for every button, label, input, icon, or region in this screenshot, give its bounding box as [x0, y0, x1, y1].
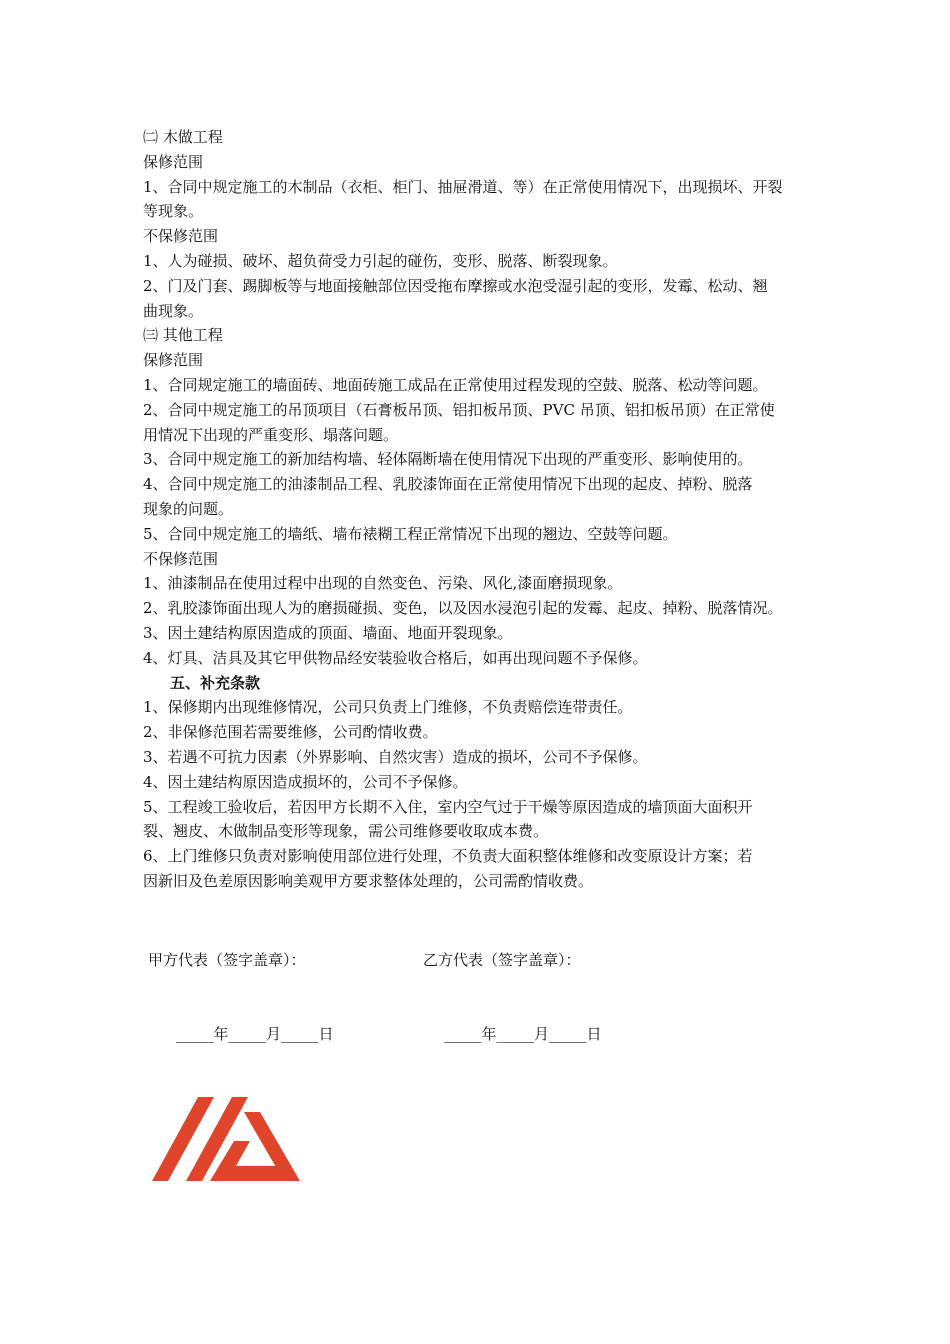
- party-a-date: _____年_____月_____日: [176, 1025, 334, 1043]
- wood-noscope-item: 2、门及门套、踢脚板等与地面接触部位因受拖布摩擦或水泡受湿引起的变形，发霉、松动、翘: [143, 276, 768, 295]
- other-noscope-item: 3、因土建结构原因造成的顶面、墙面、地面开裂现象。: [143, 623, 513, 642]
- other-noscope-item: 1、油漆制品在使用过程中出现的自然变色、污染、风化,漆面磨损现象。: [143, 574, 623, 593]
- supplement-item: 5、工程竣工验收后，若因甲方长期不入住，室内空气过于干燥等原因造成的墙顶面大面积开: [143, 797, 753, 816]
- other-scope-item: 4、合同中规定施工的油漆制品工程、乳胶漆饰面在正常使用情况下出现的起皮、掉粉、脱落: [143, 475, 753, 494]
- section-title-supplement: 五、补充条款: [170, 673, 261, 692]
- wood-noscope-item-cont: 曲现象。: [143, 301, 204, 320]
- wood-scope-label: 保修范围: [143, 152, 204, 171]
- other-scope-item-cont: 用情况下出现的严重变形、塌落问题。: [143, 425, 399, 444]
- other-scope-item: 1、合同规定施工的墙面砖、地面砖施工成品在正常使用过程发现的空鼓、脱落、松动等问题。: [143, 375, 768, 394]
- section-title-wood: ㈡ 木做工程: [143, 128, 223, 146]
- party-a-signature-label: 甲方代表（签字盖章）：: [148, 951, 306, 969]
- wood-noscope-item: 1、人为碰损、破坏、超负荷受力引起的碰伤，变形、脱落、断裂现象。: [143, 251, 618, 270]
- other-scope-item: 5、合同中规定施工的墙纸、墙布裱糊工程正常情况下出现的翘边、空鼓等问题。: [143, 524, 678, 543]
- other-noscope-item: 2、乳胶漆饰面出现人为的磨损碰损、变色，以及因水浸泡引起的发霉、起皮、掉粉、脱落情况。: [143, 599, 783, 618]
- supplement-item: 3、若遇不可抗力因素（外界影响、自然灾害）造成的损坏，公司不予保修。: [143, 747, 648, 766]
- supplement-item: 6、上门维修只负责对影响使用部位进行处理，不负责大面积整体维修和改变原设计方案；若: [143, 847, 753, 866]
- wood-scope-item: 1、合同中规定施工的木制品（衣柜、柜门、抽屉滑道、等）在正常使用情况下，出现损坏、开裂: [143, 177, 783, 196]
- other-scope-item: 2、合同中规定施工的吊顶项目（石膏板吊顶、铝扣板吊顶、PVC 吊顶、铝扣板吊顶）在正常使: [143, 400, 775, 419]
- wood-noscope-label: 不保修范围: [143, 227, 219, 246]
- party-b-date: _____年_____月_____日: [444, 1025, 602, 1043]
- supplement-item-cont: 裂、翘皮、木做制品变形等现象，需公司维修要收取成本费。: [143, 822, 549, 841]
- wood-scope-item-cont: 等现象。: [143, 202, 204, 221]
- document-body: [143, 125, 823, 894]
- other-noscope-item: 4、灯具、洁具及其它甲供物品经安装验收合格后，如再出现问题不予保修。: [143, 648, 648, 667]
- supplement-item: 4、因土建结构原因造成损坏的，公司不予保修。: [143, 772, 468, 791]
- supplement-item-cont: 因新旧及色差原因影响美观甲方要求整体处理的，公司需酌情收费。: [143, 871, 594, 890]
- company-logo-icon: [152, 1097, 300, 1186]
- other-scope-label: 保修范围: [143, 351, 204, 370]
- other-scope-item-cont: 现象的问题。: [143, 499, 234, 518]
- supplement-item: 1、保修期内出现维修情况，公司只负责上门维修，不负责赔偿连带责任。: [143, 698, 633, 717]
- other-scope-item: 3、合同中规定施工的新加结构墙、轻体隔断墙在使用情况下出现的严重变形、影响使用的。: [143, 450, 753, 469]
- other-noscope-label: 不保修范围: [143, 549, 219, 568]
- section-title-other: ㈢ 其他工程: [143, 326, 223, 345]
- party-b-signature-label: 乙方代表（签字盖章）：: [423, 951, 581, 969]
- supplement-item: 2、非保修范围若需要维修，公司酌情收费。: [143, 723, 438, 742]
